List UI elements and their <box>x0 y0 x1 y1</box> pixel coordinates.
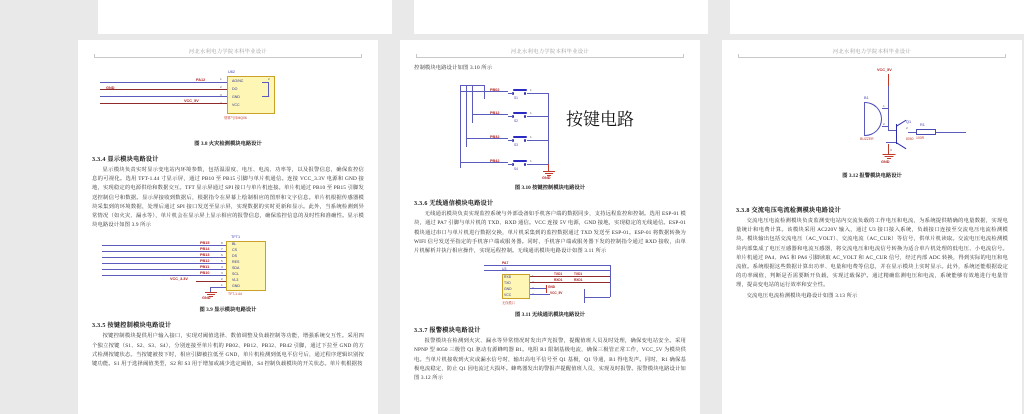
net-label-pb32: PB32 <box>490 135 500 140</box>
wire-s4-left <box>460 162 508 163</box>
figure-caption-3-9: 图 3.9 显示模块电路设计 <box>199 307 257 314</box>
wire-gnd-u3 <box>530 288 546 289</box>
wire-q1-emitter-slant <box>896 142 907 149</box>
wire-pb11 <box>102 269 226 270</box>
wire-q1-collector <box>888 130 896 131</box>
wire-pb13 <box>102 257 226 258</box>
pin-label-cs: CS <box>232 248 237 253</box>
right-rail-gnd <box>548 164 549 171</box>
pin-label-res: RES <box>232 260 240 265</box>
wire-u3-right-v <box>584 289 585 303</box>
document-page-3[interactable] <box>722 40 1022 414</box>
net-label-pa12: PA12 <box>196 78 206 82</box>
wire-s3-in <box>508 140 513 141</box>
net-label-vcc5v: VCC_5V <box>184 99 199 103</box>
partname-buzzer: BUZZER <box>860 137 874 141</box>
section-paragraph-3-3-4: 显示模块负责实时显示变电站内环境参数，包括温湿度、电压、电流、功率等，以及报警信息，确保监控信息的可视化。选用 TFT-1.44 寸显示屏，通过 PB10 至 PB15 引脚与单片机通信。连接 VCC_3.3V 电源和 GND 接地，实现稳定的电源供给和数据交互。TFT 显示屏通过 SPI 接口与单片机连接。单片机通过 PB10 至 PB15 引脚发送控制信号和数据。显示屏接收到数据后，根据指令在屏幕上绘制相应的图形和文字信息。单片机根据传感器模块采集到的环境数据，处理后通过 SPI 接口发送至显示屏，实现数据的实时更新和显示。此外，当系统检测到异常情况（如火灾、漏水等），单片机会在显示屏上显示相应的报警信息，确保监控信息的及时性和准确性。显示模块电路设计如图 3.9 所示 <box>92 167 364 229</box>
net-label-gnd-keys: GND <box>542 176 551 181</box>
wire-q1-to-gnd <box>888 144 889 154</box>
figure-smoke-gas-sensor <box>92 64 364 136</box>
pin-label-gnd: GND <box>232 284 240 289</box>
pin-num-4: 4 <box>221 265 223 270</box>
wire-pa7 <box>484 265 610 266</box>
pin-label-vcc-u3: VCC <box>504 293 512 298</box>
transistor-base-bar <box>896 124 897 144</box>
previous-page-row <box>0 0 1024 34</box>
wire-vcc-u3 <box>530 294 550 295</box>
page-header-3: 河北水利电力学院本科毕业设计 <box>832 49 912 55</box>
wire-txd1 <box>530 276 610 277</box>
partname-100r: 100R <box>916 136 925 140</box>
pin-label-gnd-u3: GND <box>504 287 512 292</box>
refdes-s4: S4 <box>514 167 518 172</box>
pin-num-3: 3 <box>221 271 223 276</box>
pin-num-6: 6 <box>221 253 223 258</box>
header-rule-3 <box>738 57 1006 58</box>
document-page-1[interactable] <box>78 40 378 414</box>
wire-vcc33 <box>196 281 226 282</box>
button-s4-bar <box>513 160 527 162</box>
buzzer-body <box>864 102 882 136</box>
previous-page-3 <box>730 0 1024 34</box>
wire-vcc5v-drop <box>888 74 889 86</box>
button-s3-bar <box>513 136 527 138</box>
bus-top <box>460 85 484 86</box>
wire-chip-right-v <box>268 82 269 96</box>
partname-mq06: 烟雾气体MQ06 <box>224 116 247 120</box>
previous-page-2 <box>414 0 708 34</box>
net-label-vcc5v-alarm: VCC_5V <box>877 68 892 72</box>
net-label-vcc33: VCC_3.3V <box>170 277 188 282</box>
right-rail <box>548 93 549 164</box>
pin-label-gnd: GND <box>232 95 240 99</box>
pin-num-b1-1: 1 <box>883 104 885 108</box>
refdes-tft1: TFT1 <box>231 235 241 240</box>
refdes-b1: B1 <box>864 96 869 100</box>
wire-s2-in <box>508 116 513 117</box>
pin-label-scl: SCL <box>232 272 239 277</box>
refdes-u62: U62 <box>228 70 235 74</box>
refdes-s1: S1 <box>514 96 518 101</box>
pin-label-bl: BL <box>232 242 237 247</box>
refdes-r1: R1 <box>920 123 925 127</box>
pin-label-txd: TXD <box>504 281 511 286</box>
figure-buzzer-alarm <box>736 64 1008 168</box>
buzzer-flat-edge <box>864 102 865 136</box>
wire-chip-right-top <box>262 82 269 83</box>
partname-wireless: 无线模口 <box>502 301 515 306</box>
net-label-gnd-alarm: GND <box>881 160 890 164</box>
pin-num-s2: 1 <box>530 111 532 116</box>
pin-num-s1: 1 <box>530 88 532 93</box>
figure-esp01-wireless <box>414 259 686 307</box>
net-label-pa7: PA7 <box>502 261 509 266</box>
wire-r1-left <box>908 132 916 133</box>
wire-s2-out <box>527 116 548 117</box>
previous-page-1 <box>98 0 392 34</box>
pin-num-2: 2 <box>220 85 222 89</box>
header-rule-2 <box>416 57 684 58</box>
ground-symbol-tft <box>205 292 217 298</box>
net-label-pb12: PB12 <box>490 111 500 116</box>
figure-caption-3-12: 图 3.12 报警模块电路设计 <box>842 173 902 179</box>
section-heading-3-3-7: 3.3.7 报警模块电路设计 <box>414 328 481 335</box>
net-label-pb13: PB13 <box>200 253 210 258</box>
pin-label-sda: SDA <box>232 266 240 271</box>
wire-gnd-2 <box>100 96 227 97</box>
pin-num-b1-2: 2 <box>883 122 885 126</box>
pin-num-3: 3 <box>220 93 222 97</box>
button-s1-bar <box>513 89 527 91</box>
left-margin <box>0 0 76 34</box>
section-paragraph-3-3-6: 无线通讯模块负责实现监控系统与外部设备如手机客户端的数据同步，支持远程监控和控制。选用 ESP-01 模块，通过 PA7 引脚与单片机的 TXD、RXD 通信。VCC 连接 5V 电源，GND 接地，实现稳定的无线通信。ESP-01 模块通过串口与单片机进行数据交换，单片机采集到的监控数据通过 TXD 发送至 ESP-01。ESP-01 将数据转换为 WIFI 信号发送至指定的手机客户端或服务器。同时，手机客户端或服务器下发的控制指令通过 RXD 接收，由单片机解析并执行相应操作，实现远程控制。无线通讯模块电路设计如图 3.11 所示 <box>414 211 686 255</box>
net-label-rxd1-b: RXD1 <box>574 278 583 283</box>
net-label-gnd: GND <box>106 86 115 90</box>
wire-pb10 <box>102 275 226 276</box>
page-header-2: 河北水利电力学院本科毕业设计 <box>510 49 590 55</box>
pin-num-s3: 1 <box>530 135 532 140</box>
net-label-vcc5v-u3: VCC_5V <box>550 291 563 296</box>
wire-s3-out <box>527 140 548 141</box>
pin-num-s4: 1 <box>530 159 532 164</box>
wire-s1-left <box>460 91 508 92</box>
net-label-gnd-u3: GND <box>548 285 556 290</box>
lead-text-page2: 控制模块电路设计如图 3.10 所示 <box>414 65 493 71</box>
figure-tft-display <box>92 236 364 302</box>
figure-caption-3-8: 图 3.8 火灾检测模块电路设计 <box>194 141 262 147</box>
pin-label-ds: DS <box>232 254 237 259</box>
pin-label-ao-nc: AO/NC <box>232 79 244 83</box>
page-header-1: 河北水利电力学院本科毕业设计 <box>188 49 268 55</box>
section-heading-3-3-8: 3.3.8 交流电压电流检测模块电路设计 <box>736 208 842 214</box>
refdes-q1: Q1 <box>906 120 912 124</box>
figure-key-control <box>414 77 686 180</box>
document-page-2[interactable] <box>400 40 700 414</box>
refdes-s2: S2 <box>514 119 518 124</box>
wire-u3-right-h <box>584 297 610 298</box>
figure-caption-3-11: 图 3.11 无线通讯模块电路设计 <box>515 312 585 319</box>
resistor-r1-body <box>916 129 936 135</box>
wire-vcc5v <box>100 103 227 104</box>
wire-r1-right <box>936 132 966 133</box>
pin-label-vl3: VL3 <box>232 278 239 283</box>
net-label-rxd1-a: RXD1 <box>554 278 563 283</box>
wire-pa12 <box>100 82 227 83</box>
net-label-pb42: PB42 <box>490 159 500 164</box>
pin-num-7: 7 <box>221 247 223 252</box>
net-label-pb11: PB11 <box>200 265 210 270</box>
net-label-txd1-b: TXD1 <box>574 272 583 277</box>
pin-num-1: 1 <box>220 77 222 81</box>
pin-num-q1-3: 3 <box>890 148 892 152</box>
net-label-pb12: PB12 <box>200 259 210 264</box>
wire-s1-out <box>527 93 548 94</box>
section-paragraph-3-3-8: 交流电压电流检测模块负责监测变电站内交流负载的工作电压和电流，为系统提供精确的电量数据，实现电量统计和电费计算。该模块采用 AC220V 输入，通过 U3 接口接入系统，负载接口连接至交流电压电流检测模块。模块输出包括交流电压（AC_VOLT）、交流电流（AC_CUR）等信号，供单片机读取。交流电压电流检测模块内部集成了电压互感器和电流互感器，将交流电压和电流信号转换为适合单片机处理的低电压、小电流信号。单片机通过 PA4、PA5 和 PA6 引脚读取 AC_VOLT 和 AC_CUR 信号，经过内部 ADC 转换，得到实际的电压和电流值。系统根据这些数据计算出功率、电量和电费等信息，并在显示模块上实时显示。此外，系统还能根据设定的功率阈值，判断是否需要断开负载，实现过载保护。通过精确监测电压和电流，系统能够有效地进行电量管理，提高变电站的运行效率和安全性。 <box>736 218 1008 289</box>
net-label-pb10: PB10 <box>200 271 210 276</box>
pin-num-r2: 2 <box>268 77 270 81</box>
wire-pb15 <box>102 245 226 246</box>
pin-label-rxd: RXD <box>504 275 512 280</box>
refdes-u3: U3 <box>502 267 507 272</box>
wire-s4-in <box>508 164 513 165</box>
section-paragraph-3-3-5: 按键控制模块提供用户输入接口，实现对阈值选择、数值调整及负载控制等功能，增强系统交互性。采用四个独立按键（S1、S2、S3、S4），分别连接至单片机的 PB02、PB12、PB32、PB42 引脚，通过下拉至 GND 的方式检测按键状态。当按键被按下时，相应引脚被拉低至 GND，单片机检测到低电平信号后，通过程序逻辑识别按键功能。S1 用于选择阈值类型，S2 和 S3 用于增加或减少选定阈值，S4 控制负载模块的开关状态。单片机根据按 <box>92 333 364 368</box>
pin-label-do: DO <box>232 87 238 91</box>
section-heading-3-3-5: 3.3.5 按键控制模块电路设计 <box>92 323 172 330</box>
wire-s4-out <box>527 164 548 165</box>
section-heading-3-3-4: 3.3.4 显示模块电路设计 <box>92 157 159 163</box>
figure-caption-3-10: 图 3.10 按键控制模块电路设计 <box>514 185 586 192</box>
wire-gnd-tft <box>210 287 226 288</box>
net-label-pb02: PB02 <box>490 88 500 93</box>
pin-num-q1-2: 2 <box>906 126 908 130</box>
section-paragraph-3-3-8-b: 交流电压电流检测模块电路设计如图 3.13 所示 <box>746 292 858 299</box>
wire-pb14 <box>102 251 226 252</box>
wire-pb12 <box>102 263 226 264</box>
wire-rxd1 <box>530 282 610 283</box>
pin-label-vcc: VCC <box>232 103 240 107</box>
header-rule-1 <box>94 57 362 58</box>
bus-v-4 <box>484 85 485 99</box>
wire-chip-right-bot <box>262 96 269 97</box>
pin-num-8: 8 <box>221 241 223 246</box>
button-s2-bar <box>513 112 527 114</box>
section-paragraph-3-3-7: 报警模块在检测到火灾、漏水等异常情况时发出声光报警，提醒值班人员及时处理，确保变电站安全。采用 NPNP 型 8050 三极管 Q1 驱动有源蜂鸣器 B1。电阻 R1 限制基极电流，确保三极管正常工作，VCC_5V 为模块供电。当单片机接收到火灾或漏水信号时，输出高电平信号至 Q1 基极，Q1 导通，B1 得电发声。同时，R1 确保基极电流稳定，防止 Q1 因电流过大损坏。蜂鸣器发出的警报声提醒值班人员，实现及时报警。报警模块电路设计如图 3.12 所示 <box>414 338 686 382</box>
bus-v-1 <box>460 85 461 168</box>
annotation-key-circuit: 按键电路 <box>566 110 634 131</box>
pin-num-5: 5 <box>221 259 223 264</box>
section-heading-3-3-6: 3.3.6 无线通信模块电路设计 <box>414 201 494 208</box>
net-label-txd1-a: TXD1 <box>554 272 563 277</box>
pin-num-2: 2 <box>221 277 223 282</box>
wire-b1-to-q1 <box>888 108 889 130</box>
refdes-s3: S3 <box>514 143 518 148</box>
wire-u3-far-v <box>610 265 611 297</box>
wire-s1-in <box>508 93 513 94</box>
wire-gnd-u3-v <box>546 285 547 293</box>
net-label-pb15: PB15 <box>200 241 210 246</box>
partname-tft144: TFT-1.44 <box>228 292 242 297</box>
net-label-pb14: PB14 <box>200 247 210 252</box>
pin-num-1: 1 <box>221 283 223 288</box>
wire-s3-left <box>466 138 508 139</box>
partname-8050: 8050 <box>906 137 914 141</box>
net-label-gnd-tft: GND <box>202 296 211 301</box>
wire-gnd <box>100 89 227 90</box>
